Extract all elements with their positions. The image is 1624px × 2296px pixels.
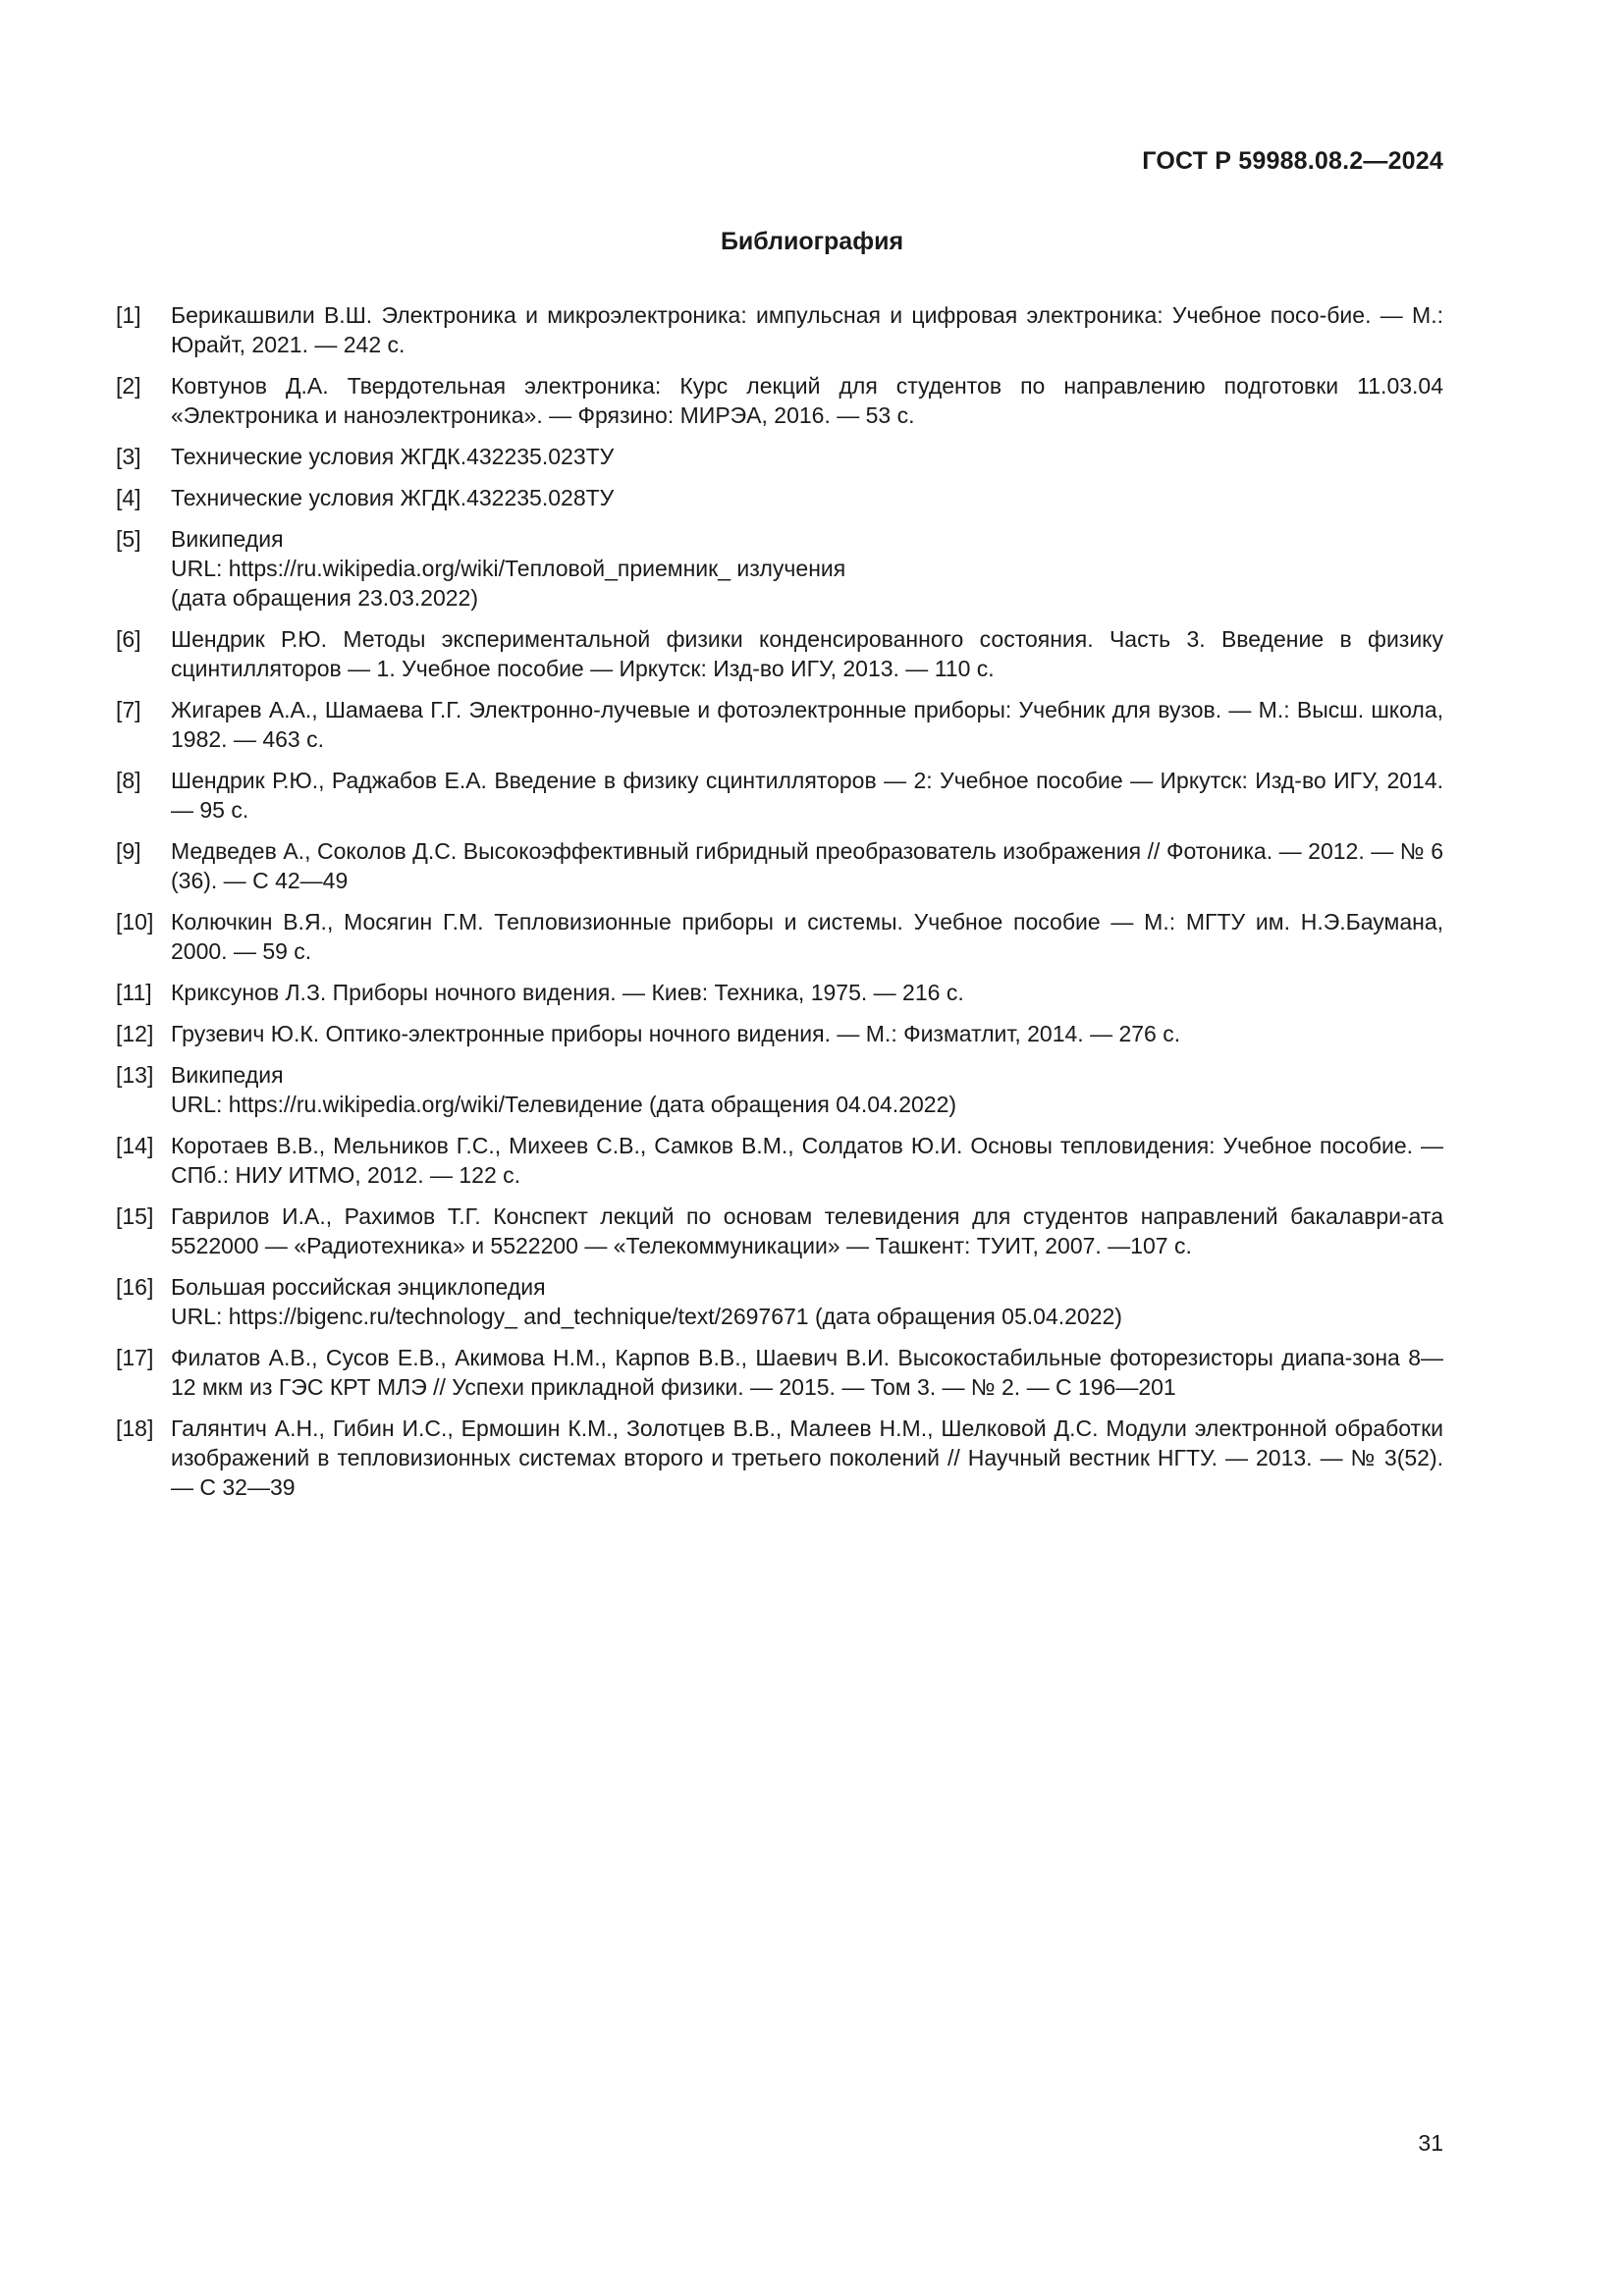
reference-text (171, 1272, 1443, 1331)
reference-number: [4] (116, 485, 141, 510)
page-number: 31 (1418, 2130, 1443, 2156)
reference-number: [14] (116, 1133, 154, 1158)
reference-line: Грузевич Ю.К. Оптико-электронные приборы ночного видения. — М.: Физматлит, 2014. — 276 с. (171, 1021, 1181, 1046)
reference-line: Филатов А.В., Сусов Е.В., Акимова Н.М., Карпов В.В., Шаевич В.И. Высокостабильные фоторезисторы диапа-зона 8—12 мкм из ГЭС КРТ МЛЭ // Успехи прикладной физики. — 2015. — Том 3. — № 2. — С 196—201 (171, 1345, 1443, 1400)
reference-text (171, 1131, 1443, 1190)
reference-line: URL: https://ru.wikipedia.org/wiki/Телевидение (дата обращения 04.04.2022) (171, 1092, 957, 1117)
reference-number: [9] (116, 838, 141, 864)
reference-line: URL: https://bigenc.ru/technology_ and_technique/text/2697671 (дата обращения 05.04.2022) (171, 1304, 1122, 1329)
reference-number: [10] (116, 909, 154, 934)
reference-line: URL: https://ru.wikipedia.org/wiki/Тепловой_приемник_ излучения (171, 556, 846, 581)
bibliography-item (116, 1019, 1443, 1048)
reference-text (171, 1060, 1443, 1119)
reference-line: Криксунов Л.З. Приборы ночного видения. — Киев: Техника, 1975. — 216 с. (171, 980, 964, 1005)
reference-text (171, 766, 1443, 825)
reference-number: [3] (116, 444, 141, 469)
bibliography-item (116, 624, 1443, 683)
reference-text (171, 695, 1443, 754)
bibliography-item (116, 978, 1443, 1007)
bibliography-item (116, 1343, 1443, 1402)
bibliography-item (116, 836, 1443, 895)
reference-number: [2] (116, 373, 141, 399)
reference-line: Колючкин В.Я., Мосягин Г.М. Тепловизионные приборы и системы. Учебное пособие — М.: МГТУ им. Н.Э.Баумана, 2000. — 59 с. (171, 909, 1443, 964)
bibliography-item (116, 766, 1443, 825)
reference-text (171, 978, 1443, 1007)
reference-line: Большая российская энциклопедия (171, 1274, 546, 1300)
reference-text (171, 483, 1443, 512)
reference-line: Ковтунов Д.А. Твердотельная электроника: Курс лекций для студентов по направлению подготовки 11.03.04 «Электроника и наноэлектроника». — Фрязино: МИРЭА, 2016. — 53 с. (171, 373, 1443, 428)
bibliography-item (116, 1131, 1443, 1190)
reference-line: Википедия (171, 1062, 284, 1088)
reference-line: Коротаев В.В., Мельников Г.С., Михеев С.В., Самков В.М., Солдатов Ю.И. Основы тепловидения: Учебное пособие. — СПб.: НИУ ИТМО, 2012. — 122 с. (171, 1133, 1443, 1188)
reference-line: Технические условия ЖГДК.432235.023ТУ (171, 444, 615, 469)
document-code: ГОСТ Р 59988.08.2—2024 (1142, 147, 1443, 175)
bibliography-item (116, 907, 1443, 966)
reference-number: [17] (116, 1345, 154, 1370)
reference-text (171, 907, 1443, 966)
reference-text (171, 1201, 1443, 1260)
reference-number: [16] (116, 1274, 154, 1300)
bibliography-item (116, 1201, 1443, 1260)
reference-number: [11] (116, 980, 152, 1005)
reference-line: Берикашвили В.Ш. Электроника и микроэлектроника: импульсная и цифровая электроника: Учебное посо-бие. — М.: Юрайт, 2021. — 242 с. (171, 302, 1443, 357)
reference-line: Галянтич А.Н., Гибин И.С., Ермошин К.М., Золотцев В.В., Малеев Н.М., Шелковой Д.С. Модули электронной обработки изображений в тепловизионных системах второго и третьего поколений // Научный вестник НГТУ. — 2013. — № 3(52). — С 32—39 (171, 1415, 1443, 1500)
reference-text (171, 371, 1443, 430)
bibliography-item (116, 524, 1443, 613)
bibliography-item (116, 1414, 1443, 1502)
reference-line: Медведев А., Соколов Д.С. Высокоэффективный гибридный преобразователь изображения // Фотоника. — 2012. — № 6 (36). — С 42—49 (171, 838, 1443, 893)
reference-text (171, 836, 1443, 895)
reference-number: [1] (116, 302, 141, 328)
reference-number: [18] (116, 1415, 154, 1441)
reference-line: Википедия (171, 526, 284, 552)
bibliography-item (116, 483, 1443, 512)
reference-text (171, 624, 1443, 683)
reference-number: [5] (116, 526, 141, 552)
section-title: Библиография (720, 228, 904, 255)
reference-line: Шендрик Р.Ю. Методы экспериментальной физики конденсированного состояния. Часть 3. Введение в физику сцинтилляторов — 1. Учебное пособие — Иркутск: Изд-во ИГУ, 2013. — 110 с. (171, 626, 1443, 681)
bibliography-item (116, 1060, 1443, 1119)
bibliography-item (116, 1272, 1443, 1331)
reference-line: Гаврилов И.А., Рахимов Т.Г. Конспект лекций по основам телевидения для студентов направлений бакалаври-ата 5522000 — «Радиотехника» и 5522200 — «Телекоммуникации» — Ташкент: ТУИТ, 2007. —107 с. (171, 1203, 1443, 1258)
bibliography-item (116, 695, 1443, 754)
reference-number: [6] (116, 626, 141, 652)
bibliography-list (116, 300, 1443, 1514)
bibliography-item (116, 442, 1443, 471)
reference-number: [12] (116, 1021, 154, 1046)
reference-text (171, 1414, 1443, 1502)
reference-text (171, 1343, 1443, 1402)
reference-line: (дата обращения 23.03.2022) (171, 585, 478, 611)
reference-number: [15] (116, 1203, 154, 1229)
reference-number: [7] (116, 697, 141, 722)
reference-line: Шендрик Р.Ю., Раджабов Е.А. Введение в физику сцинтилляторов — 2: Учебное пособие — Иркутск: Изд-во ИГУ, 2014. — 95 с. (171, 768, 1443, 823)
reference-text (171, 524, 1443, 613)
bibliography-item (116, 371, 1443, 430)
reference-line: Технические условия ЖГДК.432235.028ТУ (171, 485, 615, 510)
reference-line: Жигарев А.А., Шамаева Г.Г. Электронно-лучевые и фотоэлектронные приборы: Учебник для вузов. — М.: Высш. школа, 1982. — 463 с. (171, 697, 1443, 752)
reference-text (171, 300, 1443, 359)
reference-number: [13] (116, 1062, 154, 1088)
reference-number: [8] (116, 768, 141, 793)
bibliography-item (116, 300, 1443, 359)
reference-text (171, 442, 1443, 471)
reference-text (171, 1019, 1443, 1048)
